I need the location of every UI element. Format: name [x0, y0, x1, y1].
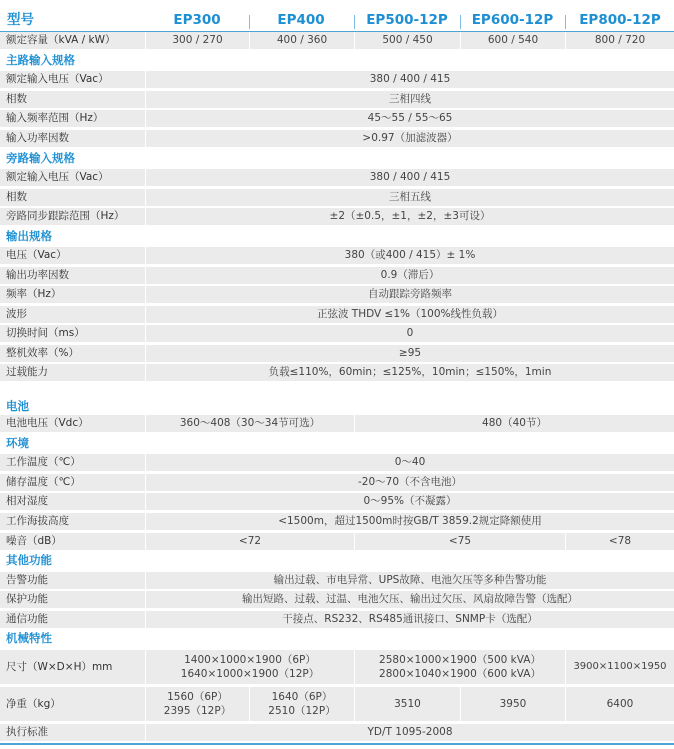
row-main-voltage [0, 71, 674, 88]
value-battery-ep500-800: 480（40节） [482, 417, 547, 429]
value-dimensions-ep300-400 [146, 650, 354, 684]
label-bypass-phase: 相数 [6, 191, 27, 203]
value-capacity-ep300: 300 / 270 [172, 34, 223, 46]
section-title-output: 输出规格 [6, 229, 52, 243]
value-noise-ep500-600: <75 [448, 535, 472, 547]
weight-ep400-12p: 2510（12P） [268, 705, 336, 717]
row-output-pf [0, 267, 674, 284]
row-efficiency [0, 345, 674, 362]
value-humidity: 0～95%（不凝露） [363, 495, 457, 507]
header-row [0, 7, 674, 32]
value-communication: 干接点、RS232、RS485通讯接口、SNMP卡（选配） [282, 613, 538, 625]
label-output-frequency: 频率（Hz） [6, 288, 62, 300]
label-protection: 保护功能 [6, 593, 48, 605]
label-main-voltage: 额定输入电压（Vac） [6, 73, 109, 85]
label-altitude: 工作海拔高度 [6, 515, 69, 527]
row-transfer-time [0, 325, 674, 342]
model-label: 型号 [7, 12, 34, 28]
label-rated-capacity: 额定容量（kVA / kW） [6, 34, 116, 46]
row-standard [0, 724, 674, 741]
row-output-waveform [0, 306, 674, 323]
value-standard: YD/T 1095-2008 [367, 726, 453, 738]
model-ep600: EP600-12P [471, 12, 554, 28]
value-capacity-ep800: 800 / 720 [594, 34, 646, 46]
label-standard: 执行标准 [6, 726, 48, 738]
value-alarm: 输出过载、市电异常、UPS故障、电池欠压等多种告警功能 [273, 574, 547, 586]
section-title-battery: 电池 [6, 399, 29, 413]
weight-ep300-6p: 1560（6P） [167, 691, 228, 703]
row-output-voltage [0, 247, 674, 264]
value-weight-ep400 [250, 687, 354, 721]
row-rated-capacity [0, 32, 674, 49]
value-capacity-ep400: 400 / 360 [276, 34, 328, 46]
value-storage-temp: -20～70（不含电池） [357, 476, 462, 488]
value-weight-ep300 [146, 687, 249, 721]
value-operating-temp: 0～40 [394, 456, 426, 468]
label-output-waveform: 波形 [6, 308, 27, 320]
label-main-phase: 相数 [6, 93, 27, 105]
row-net-weight [0, 687, 674, 721]
value-bypass-sync: ±2（±0.5，±1，±2，±3可设） [329, 210, 491, 222]
row-humidity [0, 493, 674, 510]
value-battery-ep300-400: 360～408（30～34节可选） [179, 417, 321, 429]
row-bypass-sync [0, 208, 674, 225]
row-output-frequency [0, 286, 674, 303]
value-transfer-time: 0 [406, 327, 414, 339]
dimensions-600kva: 2800×1040×1900（600 kVA） [379, 668, 541, 680]
value-weight-ep600: 3950 [499, 698, 527, 710]
label-net-weight: 净重（kg） [6, 698, 61, 710]
row-protection [0, 591, 674, 608]
row-main-phase [0, 91, 674, 108]
label-dimensions: 尺寸（W×D×H）mm [6, 661, 113, 673]
section-title-environment: 环境 [6, 436, 29, 450]
value-weight-ep500: 3510 [394, 698, 421, 710]
label-output-voltage: 电压（Vac） [6, 249, 67, 261]
row-operating-temp [0, 454, 674, 471]
label-noise: 噪音（dB） [6, 535, 62, 547]
weight-ep400-6p: 1640（6P） [271, 691, 333, 703]
model-ep400: EP400 [277, 12, 325, 28]
row-communication [0, 611, 674, 628]
row-dimensions [0, 650, 674, 684]
row-altitude [0, 513, 674, 530]
label-storage-temp: 储存温度（℃） [6, 476, 81, 488]
label-battery-voltage: 电池电压（Vdc） [6, 417, 89, 429]
value-capacity-ep600: 600 / 540 [487, 34, 539, 46]
row-main-pf [0, 130, 674, 147]
row-storage-temp [0, 474, 674, 491]
section-title-mechanical: 机械特性 [6, 631, 52, 645]
row-noise [0, 533, 674, 550]
value-bypass-phase: 三相五线 [389, 191, 431, 203]
bottom-rule [0, 743, 674, 745]
label-operating-temp: 工作温度（℃） [6, 456, 81, 468]
label-main-frequency: 输入频率范围（Hz） [6, 112, 104, 124]
value-output-voltage: 380（或400 / 415）± 1% [344, 249, 476, 261]
value-protection: 输出短路、过载、过温、电池欠压、输出过欠压、风扇故障告警（选配） [242, 593, 578, 605]
value-dimensions-ep800: 3900×1100×1950 [573, 661, 667, 672]
value-main-phase: 三相四线 [389, 93, 431, 105]
dimensions-12p: 1640×1000×1900（12P） [180, 668, 320, 680]
model-ep300: EP300 [173, 12, 221, 28]
weight-ep300-12p: 2395（12P） [163, 705, 232, 717]
label-humidity: 相对湿度 [6, 495, 48, 507]
model-ep800: EP800-12P [579, 12, 661, 28]
value-altitude: <1500m，超过1500m时按GB/T 3859.2规定降额使用 [278, 515, 542, 527]
label-transfer-time: 切换时间（ms） [6, 327, 85, 339]
section-title-other-functions: 其他功能 [6, 553, 52, 567]
value-dimensions-ep500-600 [355, 650, 565, 684]
value-main-pf: >0.97（加滤波器） [362, 132, 458, 144]
value-capacity-ep500: 500 / 450 [382, 34, 433, 46]
value-main-voltage: 380 / 400 / 415 [369, 73, 451, 85]
value-bypass-voltage: 380 / 400 / 415 [369, 171, 451, 183]
value-noise-ep800: <78 [608, 535, 632, 547]
row-overload [0, 364, 674, 381]
value-main-frequency: 45～55 / 55～65 [367, 112, 453, 124]
label-communication: 通信功能 [6, 613, 48, 625]
row-battery-voltage [0, 415, 674, 432]
label-bypass-voltage: 额定输入电压（Vac） [6, 171, 109, 183]
label-efficiency: 整机效率（%） [6, 347, 79, 359]
model-ep500: EP500-12P [366, 12, 448, 28]
value-efficiency: ≥95 [398, 347, 422, 359]
label-alarm: 告警功能 [6, 574, 48, 586]
value-output-waveform: 正弦波 THDV ≤1%（100%线性负载） [316, 308, 504, 320]
row-main-frequency [0, 110, 674, 127]
value-output-pf: 0.9（滞后） [380, 269, 440, 281]
section-title-main-input: 主路输入规格 [6, 53, 75, 67]
dimensions-6p: 1400×1000×1900（6P） [184, 654, 316, 666]
value-noise-ep300-400: <72 [238, 535, 262, 547]
row-alarm [0, 572, 674, 589]
label-main-pf: 输入功率因数 [6, 132, 69, 144]
value-overload: 负载≤110%，60min；≤125%，10min；≤150%，1min [268, 366, 552, 378]
label-output-pf: 输出功率因数 [6, 269, 69, 281]
row-bypass-voltage [0, 169, 674, 186]
label-bypass-sync: 旁路同步跟踪范围（Hz） [6, 210, 125, 222]
section-title-bypass-input: 旁路输入规格 [6, 151, 75, 165]
value-output-frequency: 自动跟踪旁路频率 [368, 288, 452, 300]
label-overload: 过载能力 [6, 366, 48, 378]
dimensions-500kva: 2580×1000×1900（500 kVA） [379, 654, 541, 666]
value-weight-ep800: 6400 [606, 698, 634, 710]
row-bypass-phase [0, 189, 674, 206]
